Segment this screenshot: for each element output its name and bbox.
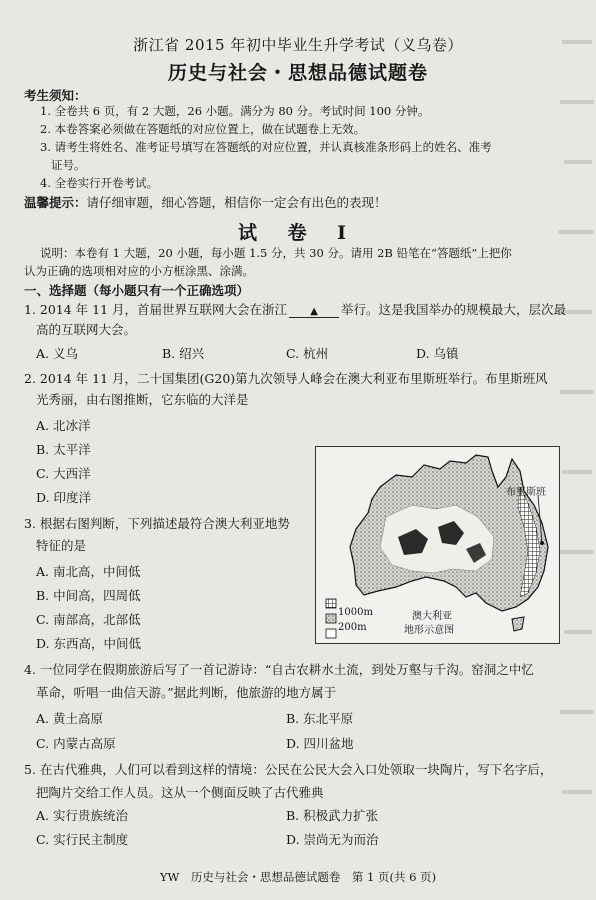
option: A. 义乌 — [36, 346, 78, 361]
map-caption: 澳大利亚 — [412, 611, 452, 622]
tip-line — [24, 193, 387, 211]
option: B. 积极武力扩张 — [286, 808, 379, 823]
map-caption: 地形示意图 — [404, 625, 454, 636]
note-item: 1. 全卷共 6 页，有 2 大题，26 小题。满分为 80 分。考试时间 100 分钟。 — [40, 104, 430, 118]
question-3-stem: 3. 根据右图判断，下列描述最符合澳大利亚地势 — [24, 516, 290, 531]
note-item: 证号。 — [51, 158, 86, 172]
page-footer: YW 历史与社会・思想品德试题卷 第 1 页(共 6 页) — [159, 870, 437, 884]
section-title: 试 卷 Ⅰ — [237, 222, 359, 244]
note-item: 3. 请考生将姓名、准考证号填写在答题纸的对应位置，并认真核准条形码上的姓名、准考 — [40, 140, 492, 154]
option: D. 东西高，中间低 — [36, 636, 142, 651]
answer-blank: ▲ — [289, 306, 339, 318]
tip-text: 请仔细审题，细心答题，相信你一定会有出色的表现！ — [86, 195, 387, 210]
question-text: 1. 2014 年 11 月，首届世界互联网大会在浙江 — [24, 302, 288, 317]
option: A. 黄土高原 — [36, 711, 103, 726]
tip-label: 温馨提示： — [24, 195, 87, 210]
question-text: 把陶片交给工作人员。这从一个侧面反映了古代雅典 — [36, 785, 324, 800]
question-text: 革命，听唱一曲信天游。”据此判断，他旅游的地方属于 — [36, 685, 337, 700]
legend-label: 200m — [338, 622, 367, 633]
note-item: 2. 本卷答案必须做在答题纸的对应位置上，做在试题卷上无效。 — [40, 122, 366, 136]
part-title: 一、选择题（每小题只有一个正确选项） — [24, 283, 250, 298]
question-2-stem: 2. 2014 年 11 月，二十国集团(G20)第九次领导人峰会在澳大利亚布里斯班举行。布里斯班风 — [24, 371, 548, 386]
question-text: 高的互联网大会。 — [36, 322, 137, 337]
exam-title: 浙江省 2015 年初中毕业生升学考试（义乌卷） — [133, 36, 463, 54]
option: A. 南北高，中间低 — [36, 564, 141, 579]
notes-heading: 考生须知： — [24, 88, 87, 103]
paper-title: 历史与社会・思想品德试题卷 — [167, 62, 428, 84]
option: C. 内蒙古高原 — [36, 736, 116, 751]
australia-terrain-map — [315, 446, 560, 644]
option: B. 东北平原 — [286, 711, 354, 726]
option: A. 实行贵族统治 — [36, 808, 128, 823]
section-instruction: 认为正确的选项相对应的小方框涂黑、涂满。 — [24, 264, 254, 278]
option: D. 四川盆地 — [286, 736, 354, 751]
option: B. 中间高，四周低 — [36, 588, 141, 603]
option: D. 乌镇 — [416, 346, 459, 361]
question-text: 特征的是 — [36, 538, 87, 553]
option: D. 印度洋 — [36, 490, 92, 505]
section-instruction: 说明：本卷有 1 大题，20 小题，每小题 1.5 分，共 30 分。请用 2B 铅笔在“答题纸”上把你 — [40, 246, 512, 260]
option: C. 杭州 — [286, 346, 329, 361]
option: C. 南部高，北部低 — [36, 612, 141, 627]
option: C. 大西洋 — [36, 466, 91, 481]
option: C. 实行民主制度 — [36, 832, 129, 847]
legend-label: 1000m — [338, 607, 373, 618]
option: B. 太平洋 — [36, 442, 91, 457]
question-text: 举行。这是我国举办的规模最大，层次最 — [341, 302, 567, 317]
note-item: 4. 全卷实行开卷考试。 — [40, 176, 159, 190]
question-5-stem: 5. 在古代雅典，人们可以看到这样的情境：公民在公民大会入口处领取一块陶片，写下名字后， — [24, 762, 553, 777]
question-text: 光秀丽，由右图推断，它东临的大洋是 — [36, 392, 249, 407]
option: B. 绍兴 — [162, 346, 205, 361]
question-1-stem — [24, 300, 566, 318]
bleed-through-texture — [556, 30, 596, 870]
city-label: 布里斯班 — [506, 487, 546, 498]
option: A. 北冰洋 — [36, 418, 91, 433]
option: D. 崇尚无为而治 — [286, 832, 379, 847]
question-4-stem: 4. 一位同学在假期旅游后写了一首记游诗：“自古农耕水土流，到处万壑与千沟。窑洞之中忆 — [24, 662, 534, 677]
